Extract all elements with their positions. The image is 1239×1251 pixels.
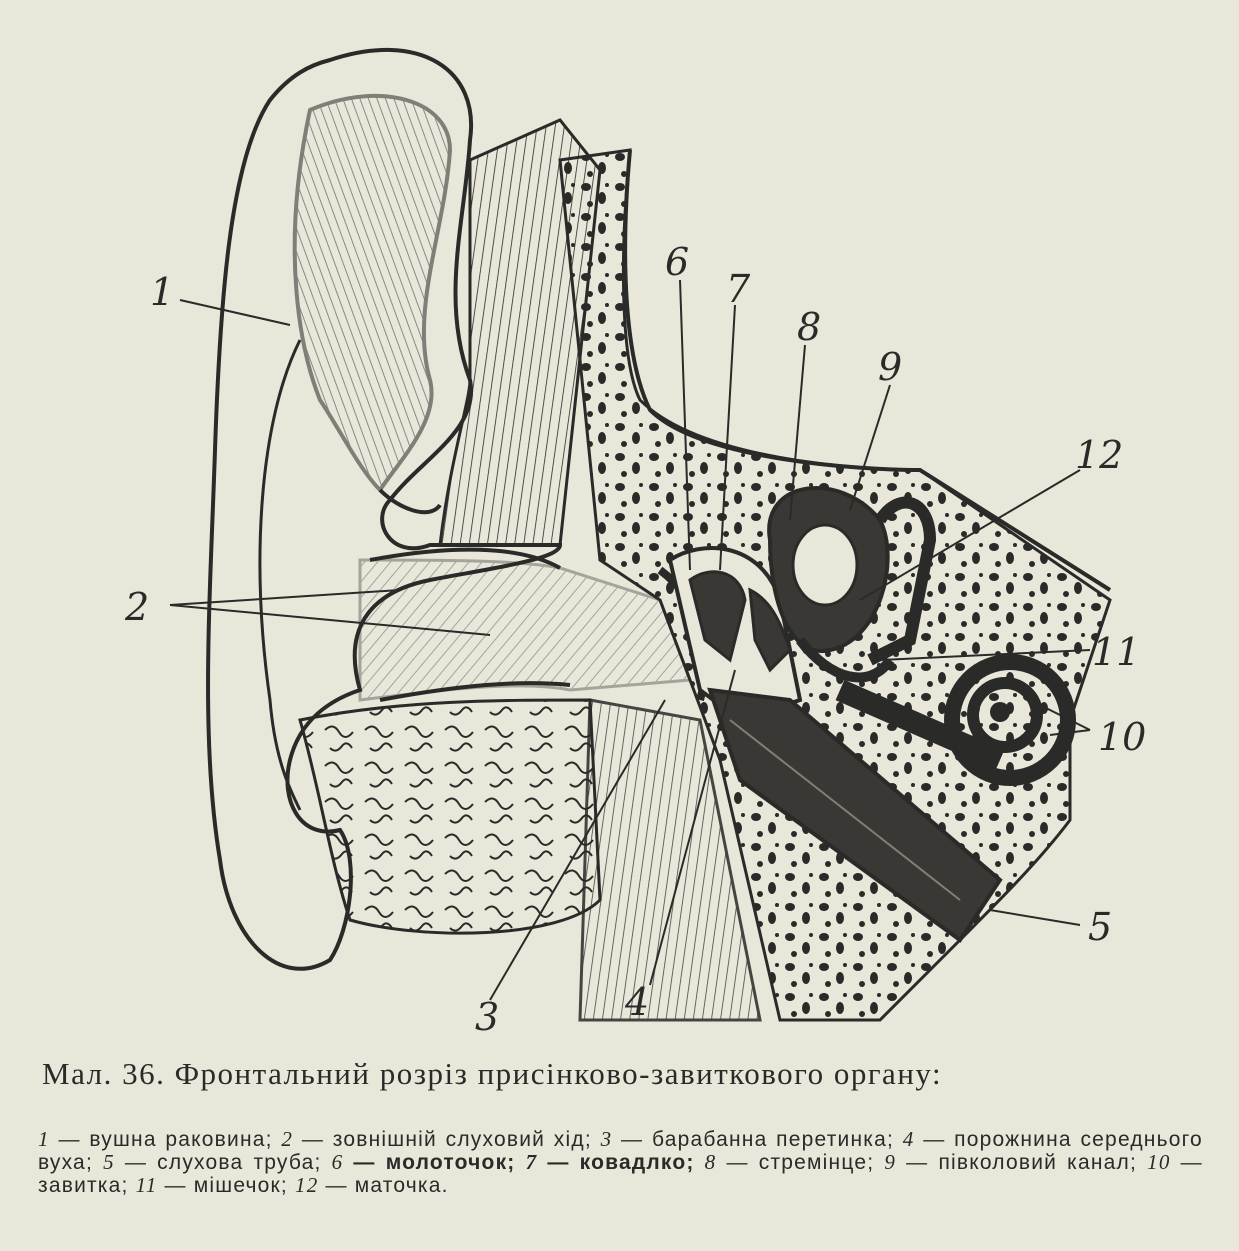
legend-text-6: молоточок; [385, 1151, 516, 1174]
legend-text-12: маточка. [354, 1174, 449, 1197]
label-4: 4 [625, 980, 650, 1024]
legend-text-11: мішечок; [193, 1174, 288, 1197]
legend-num-7: 7 [525, 1150, 538, 1174]
legend-text-10: завитка; [38, 1174, 129, 1197]
legend-text-1: вушна раковина; [89, 1128, 273, 1151]
legend-num-4: 4 [902, 1127, 915, 1151]
figure-caption: Мал. 36. Фронтальний розріз присінково-завиткового органу: [42, 1056, 943, 1091]
label-2: 2 [125, 585, 150, 629]
label-9: 9 [878, 345, 903, 389]
legend-text-4: порожнина середнього вуха; [38, 1128, 1203, 1174]
legend-text-3: барабанна перетинка; [651, 1128, 895, 1151]
label-5: 5 [1088, 905, 1113, 949]
label-12: 12 [1075, 433, 1124, 477]
label-6: 6 [665, 240, 690, 284]
legend-num-9: 9 [884, 1150, 897, 1174]
legend-text-2: зовнішній слуховий хід; [332, 1128, 592, 1151]
label-11: 11 [1092, 630, 1141, 674]
legend-num-6: 6 [331, 1150, 344, 1174]
legend-num-8: 8 [704, 1150, 717, 1174]
legend-text-5: слухова труба; [157, 1151, 322, 1174]
legend-num-3: 3 [600, 1127, 613, 1151]
figure-legend: 1 — вушна раковина; 2 — зовнішній слуховий хід; 3 — барабанна перетинка; 4 — порожнина середнього вуха; 5 — слухова труба; 6 — молоточок; 7 — ковадлко; 8 — стремінце; 9 — півколовий канал; 10 — завитка; 11 — мішечок; 12 — маточка. [38, 1127, 1203, 1197]
label-7: 7 [726, 267, 751, 311]
legend-text-9: півколовий канал; [938, 1151, 1138, 1174]
legend-num-5: 5 [103, 1150, 115, 1174]
legend-num-11: 11 [135, 1173, 158, 1197]
legend-num-10: 10 [1147, 1150, 1171, 1174]
legend-num-1: 1 [38, 1127, 50, 1151]
label-8: 8 [797, 305, 822, 349]
legend-num-2: 2 [281, 1127, 294, 1151]
label-3: 3 [475, 995, 500, 1039]
temporal-tissue [300, 700, 600, 933]
legend-text-8: стремінце; [758, 1151, 875, 1174]
label-1: 1 [150, 270, 175, 314]
legend-text-7: ковадлко; [579, 1151, 695, 1174]
label-10: 10 [1098, 715, 1147, 759]
legend-num-12: 12 [295, 1173, 319, 1197]
